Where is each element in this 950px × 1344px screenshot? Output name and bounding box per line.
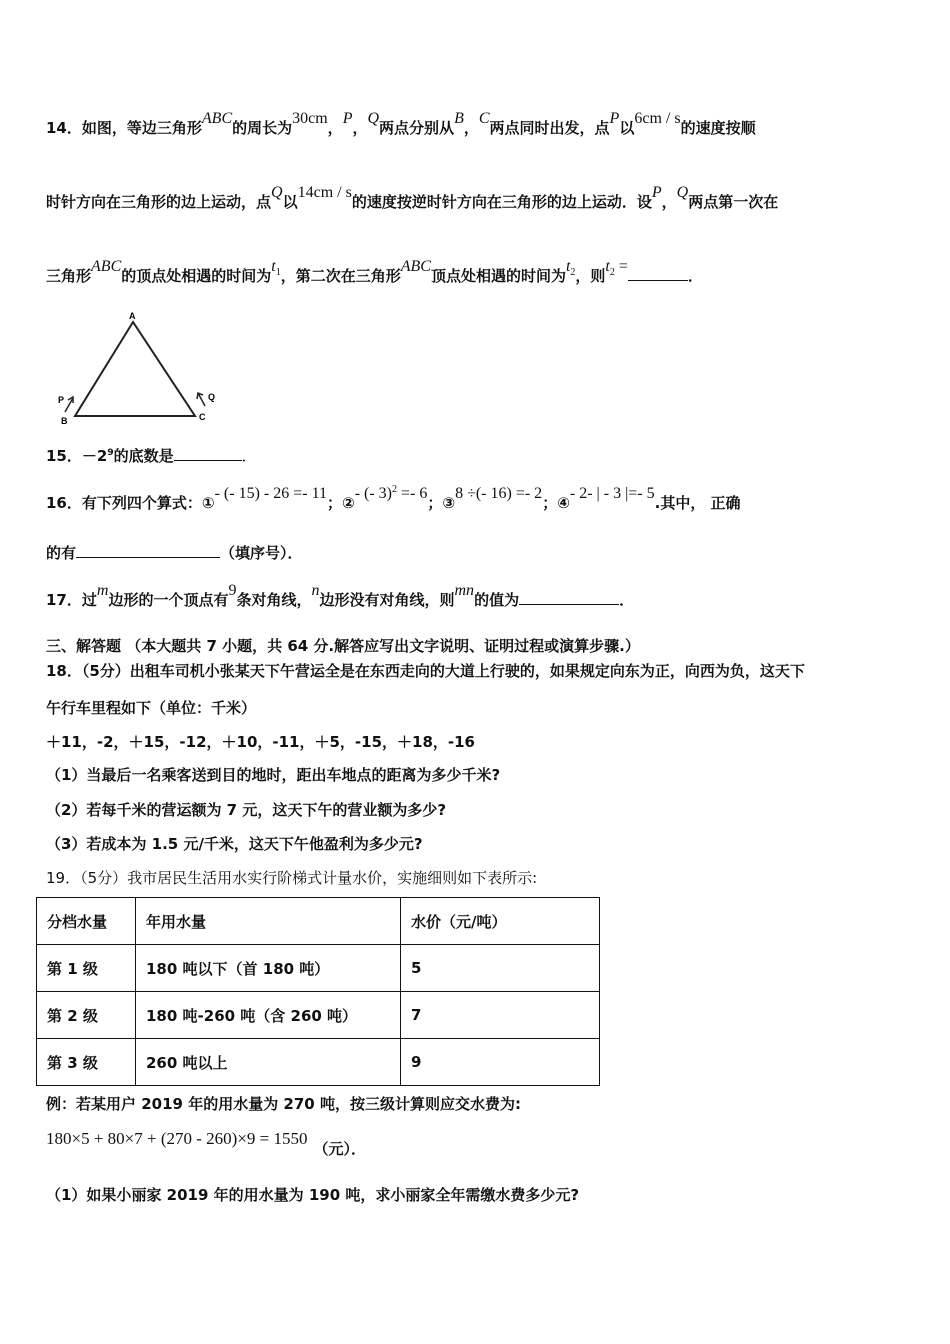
q18-sub3: （3）若成本为 1.5 元/千米，这天下午他盈利为多少元? [46, 835, 423, 853]
q18-sub2: （2）若每千米的营运额为 7 元，这天下午的营业额为多少? [46, 801, 447, 819]
table-cell: 260 吨以上 [136, 1039, 401, 1086]
table-cell: 180 吨以下（首 180 吨） [136, 945, 401, 992]
table-header-cell: 分档水量 [37, 898, 136, 945]
q14-answer-blank [628, 266, 688, 281]
section-heading: 三、解答题 （本大题共 7 小题，共 64 分.解答应写出文字说明、证明过程或演算步骤.） [46, 637, 640, 655]
q18-sub1: （1）当最后一名乘客送到目的地时，距出车地点的距离为多少千米? [46, 766, 501, 784]
q19-line1: 19．（5分）我市居民生活用水实行阶梯式计量水价，实施细则如下表所示: [46, 869, 538, 887]
vertex-b-label: B [61, 416, 68, 426]
q15-line: 15．$-2^9$的底数是 ． [46, 447, 257, 465]
q14-line3: 三角形ABC的顶点处相遇的时间为$t^1$，第二次在三角形ABC顶点处相遇的时间为$t^2$，则$t^2$ =． [46, 258, 703, 285]
q16-line1: 16．有下列四个算式：①- (- 15) - 26 =- 11；②- (- 3)$^2$ =- 6；③8 ÷(- 16) =- 2；④- 2- | - 3 |=- 5.其中， 正确 [46, 484, 741, 512]
q15-answer-blank [174, 446, 242, 461]
q19-sub1: （1）如果小丽家 2019 年的用水量为 190 吨，求小丽家全年需缴水费多少元? [46, 1186, 580, 1204]
q14-line2: 时针方向在三角形的边上运动，点Q以14cm / s的速度按逆时针方向在三角形的边上运动．设P，Q两点第一次在 [46, 184, 779, 211]
table-header-cell: 水价（元/吨） [401, 898, 600, 945]
q16-line2: 的有 （填序号）． [46, 544, 303, 562]
table-cell: 7 [401, 992, 600, 1039]
q18-line1: 18．（5分）出租车司机小张某天下午营运全是在东西走向的大道上行驶的，如果规定向东为正，向西为负，这天下 [46, 662, 805, 680]
point-q-label: Q [208, 392, 216, 402]
table-cell: 180 吨-260 吨（含 260 吨） [136, 992, 401, 1039]
vertex-a-label: A [129, 311, 136, 321]
table-row [37, 992, 600, 1039]
table-cell: 第 3 级 [37, 1039, 136, 1086]
table-cell: 第 1 级 [37, 945, 136, 992]
q19-formula: 180×5 + 80×7 + (270 - 260)×9 = 1550 [46, 1129, 308, 1148]
point-p-label: P [58, 395, 65, 405]
triangle-figure [50, 308, 220, 428]
triangle-abc [75, 322, 195, 416]
q17-line: 17．过m边形的一个顶点有9条对角线，n边形没有对角线，则mn的值为 ． [46, 582, 635, 609]
water-price-table [36, 897, 600, 1086]
table-cell: 第 2 级 [37, 992, 136, 1039]
table-cell: 9 [401, 1039, 600, 1086]
table-row [37, 1039, 600, 1086]
q17-answer-blank [519, 590, 619, 605]
table-header-row [37, 898, 600, 945]
q19-example: 例：若某用户 2019 年的用水量为 270 吨，按三级计算则应交水费为: [46, 1095, 521, 1113]
q16-answer-blank [76, 543, 220, 558]
table-cell: 5 [401, 945, 600, 992]
q19-formula-line: 180×5 + 80×7 + (270 - 260)×9 = 1550（元）． [46, 1129, 367, 1158]
table-header-cell: 年用水量 [136, 898, 401, 945]
table-row [37, 945, 600, 992]
q14-line1: 14．如图，等边三角形ABC的周长为30cm，P，Q两点分别从B，C两点同时出发，点P以6cm / s的速度按顺 [46, 110, 756, 137]
q18-line2: 午行车里程如下（单位：千米） [46, 699, 257, 717]
q18-data: ＋11，-2，＋15，-12，＋10，-11，＋5，-15，＋18，-16 [46, 733, 475, 751]
vertex-c-label: C [199, 412, 206, 422]
